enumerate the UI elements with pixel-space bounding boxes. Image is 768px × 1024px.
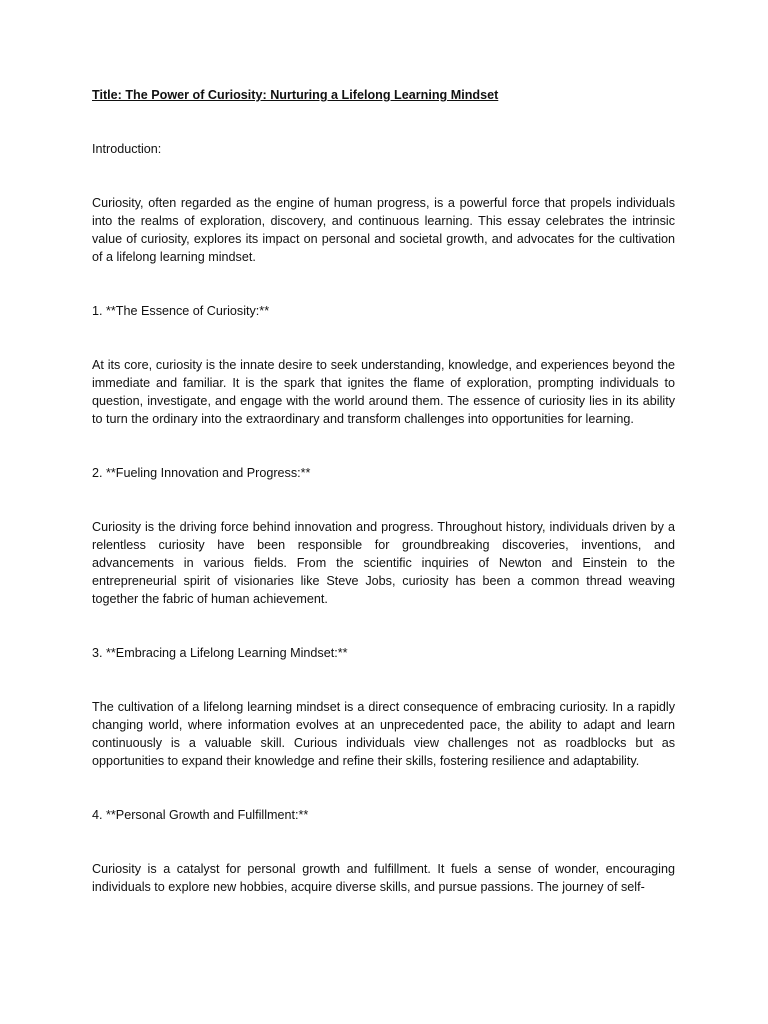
section-4-paragraph: Curiosity is a catalyst for personal growth and fulfillment. It fuels a sense of wonder, encouraging individuals to explore new hobbies, acquire diverse skills, and pursue passions. The journey of self- [92,862,675,894]
document-body [92,86,675,896]
document-title: Title: The Power of Curiosity: Nurturing a Lifelong Learning Mindset [92,88,499,102]
intro-paragraph: Curiosity, often regarded as the engine of human progress, is a powerful force that propels individuals into the realms of exploration, discovery, and continuous learning. This essay celebrates the intrinsic value of curiosity, explores its impact on personal and societal growth, and advocates for the cultivation of a lifelong learning mindset. [92,196,675,264]
section-3-heading: 3. **Embracing a Lifelong Learning Mindset:** [92,646,348,660]
section-3-paragraph: The cultivation of a lifelong learning mindset is a direct consequence of embracing curiosity. In a rapidly changing world, where information evolves at an unprecedented pace, the ability to adapt and learn continuously is a valuable skill. Curious individuals view challenges not as roadblocks but as opportunities to expand their knowledge and refine their skills, fostering resilience and adaptability. [92,700,675,768]
section-2-paragraph: Curiosity is the driving force behind innovation and progress. Throughout history, individuals driven by a relentless curiosity have been responsible for groundbreaking discoveries, inventions, and advancements in various fields. From the scientific inquiries of Newton and Einstein to the entrepreneurial spirit of visionaries like Steve Jobs, curiosity has been a common thread weaving together the fabric of human achievement. [92,520,675,606]
section-1-heading: 1. **The Essence of Curiosity:** [92,304,270,318]
section-2-heading: 2. **Fueling Innovation and Progress:** [92,466,311,480]
intro-heading: Introduction: [92,142,162,156]
section-4-heading: 4. **Personal Growth and Fulfillment:** [92,808,309,822]
section-1-paragraph: At its core, curiosity is the innate desire to seek understanding, knowledge, and experiences beyond the immediate and familiar. It is the spark that ignites the flame of exploration, prompting individuals to question, investigate, and engage with the world around them. The essence of curiosity lies in its ability to turn the ordinary into the extraordinary and transform challenges into opportunities for learning. [92,358,675,426]
